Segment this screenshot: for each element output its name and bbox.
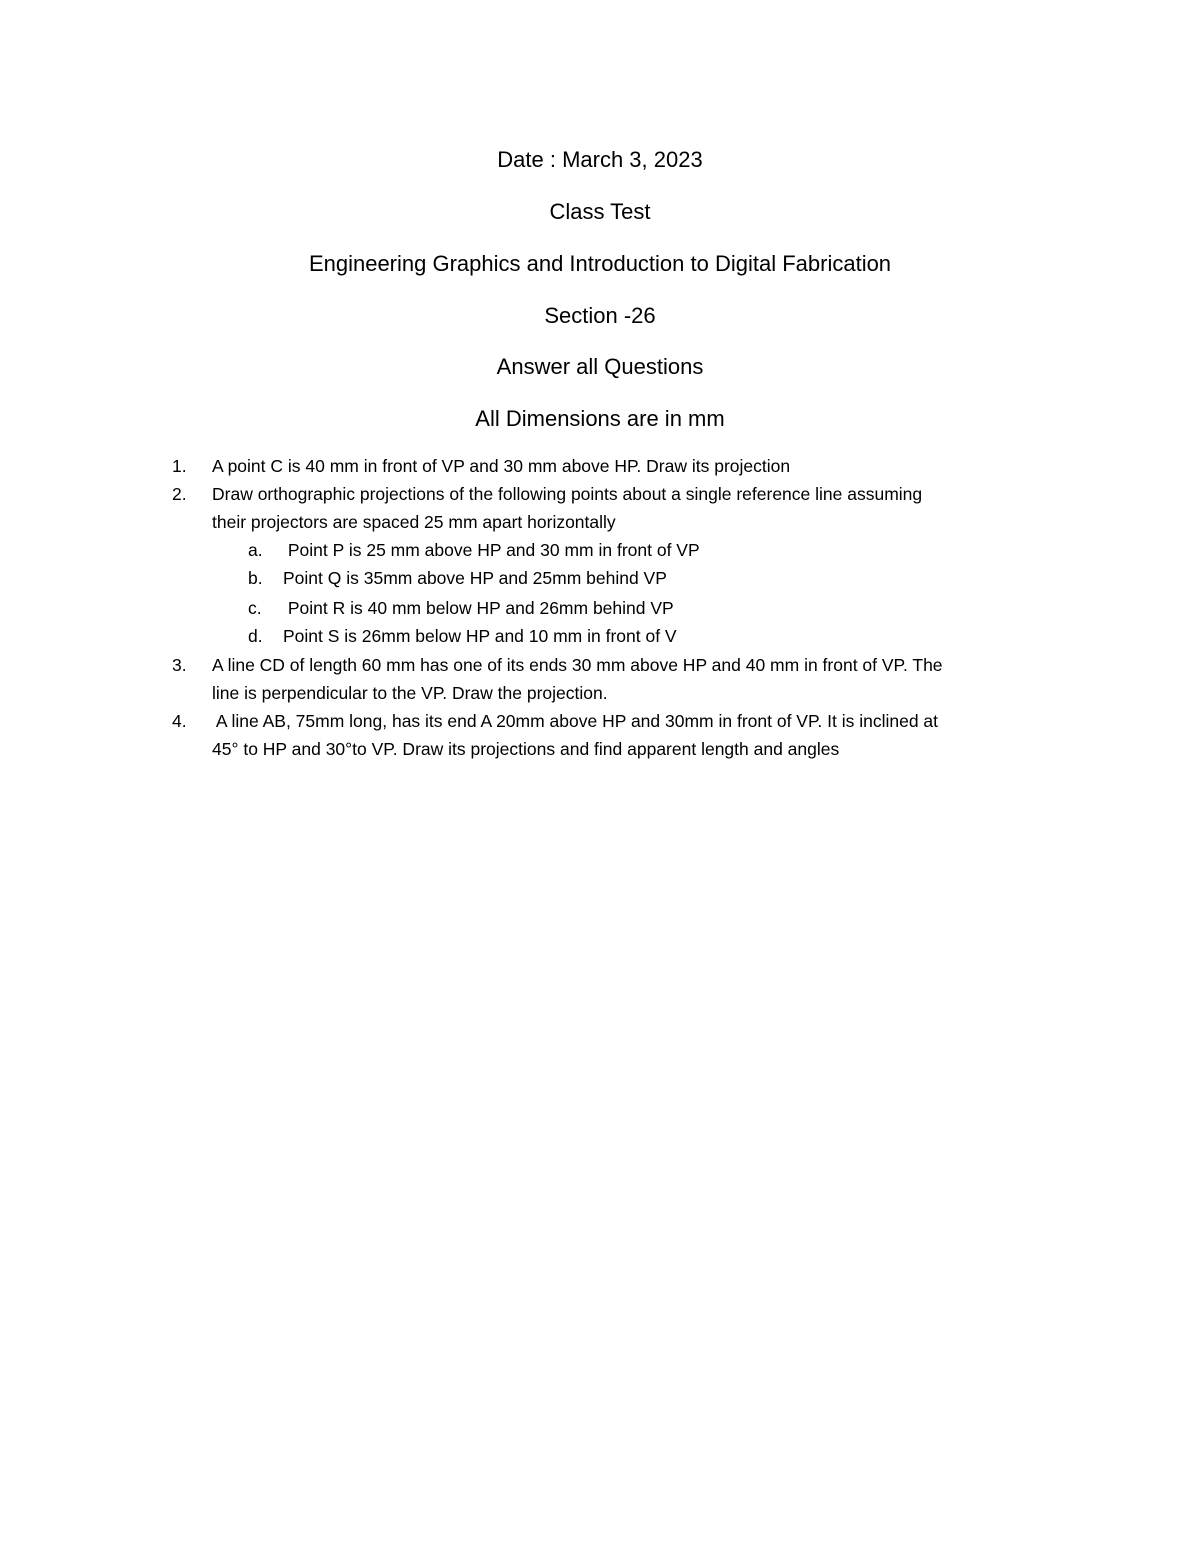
subitem-text: Point P is 25 mm above HP and 30 mm in front of VP — [283, 540, 700, 560]
units-note: All Dimensions are in mm — [475, 406, 725, 431]
question-number: 2. — [172, 484, 187, 504]
question-text: A line CD of length 60 mm has one of its ends 30 mm above HP and 40 mm in front of VP. The — [212, 655, 943, 675]
question-number: 4. — [172, 711, 187, 731]
question-text: Draw orthographic projections of the following points about a single reference line assuming — [212, 484, 923, 504]
question-text: 45° to HP and 30°to VP. Draw its projections and find apparent length and angles — [212, 739, 840, 759]
subitem-text: Point R is 40 mm below HP and 26mm behind VP — [283, 598, 674, 618]
subitem-text: Point Q is 35mm above HP and 25mm behind VP — [283, 568, 667, 588]
section-label: Section -26 — [544, 303, 656, 328]
subitem-label: a. — [248, 540, 263, 560]
question-text: their projectors are spaced 25 mm apart horizontally — [212, 512, 616, 532]
question-text: A line AB, 75mm long, has its end A 20mm above HP and 30mm in front of VP. It is inclined at — [212, 711, 939, 731]
question-text: A point C is 40 mm in front of VP and 30 mm above HP. Draw its projection — [212, 456, 791, 476]
subitem-label: b. — [248, 568, 263, 588]
subitem-label: d. — [248, 626, 263, 646]
instruction-text: Answer all Questions — [496, 354, 704, 379]
question-number: 1. — [172, 456, 187, 476]
exam-date: Date : March 3, 2023 — [497, 147, 703, 172]
question-number: 3. — [172, 655, 187, 675]
subitem-text: Point S is 26mm below HP and 10 mm in front of V — [283, 626, 677, 646]
subitem-label: c. — [248, 598, 262, 618]
course-title: Engineering Graphics and Introduction to Digital Fabrication — [308, 251, 892, 276]
question-text: line is perpendicular to the VP. Draw the projection. — [212, 683, 608, 703]
test-type: Class Test — [549, 199, 651, 224]
